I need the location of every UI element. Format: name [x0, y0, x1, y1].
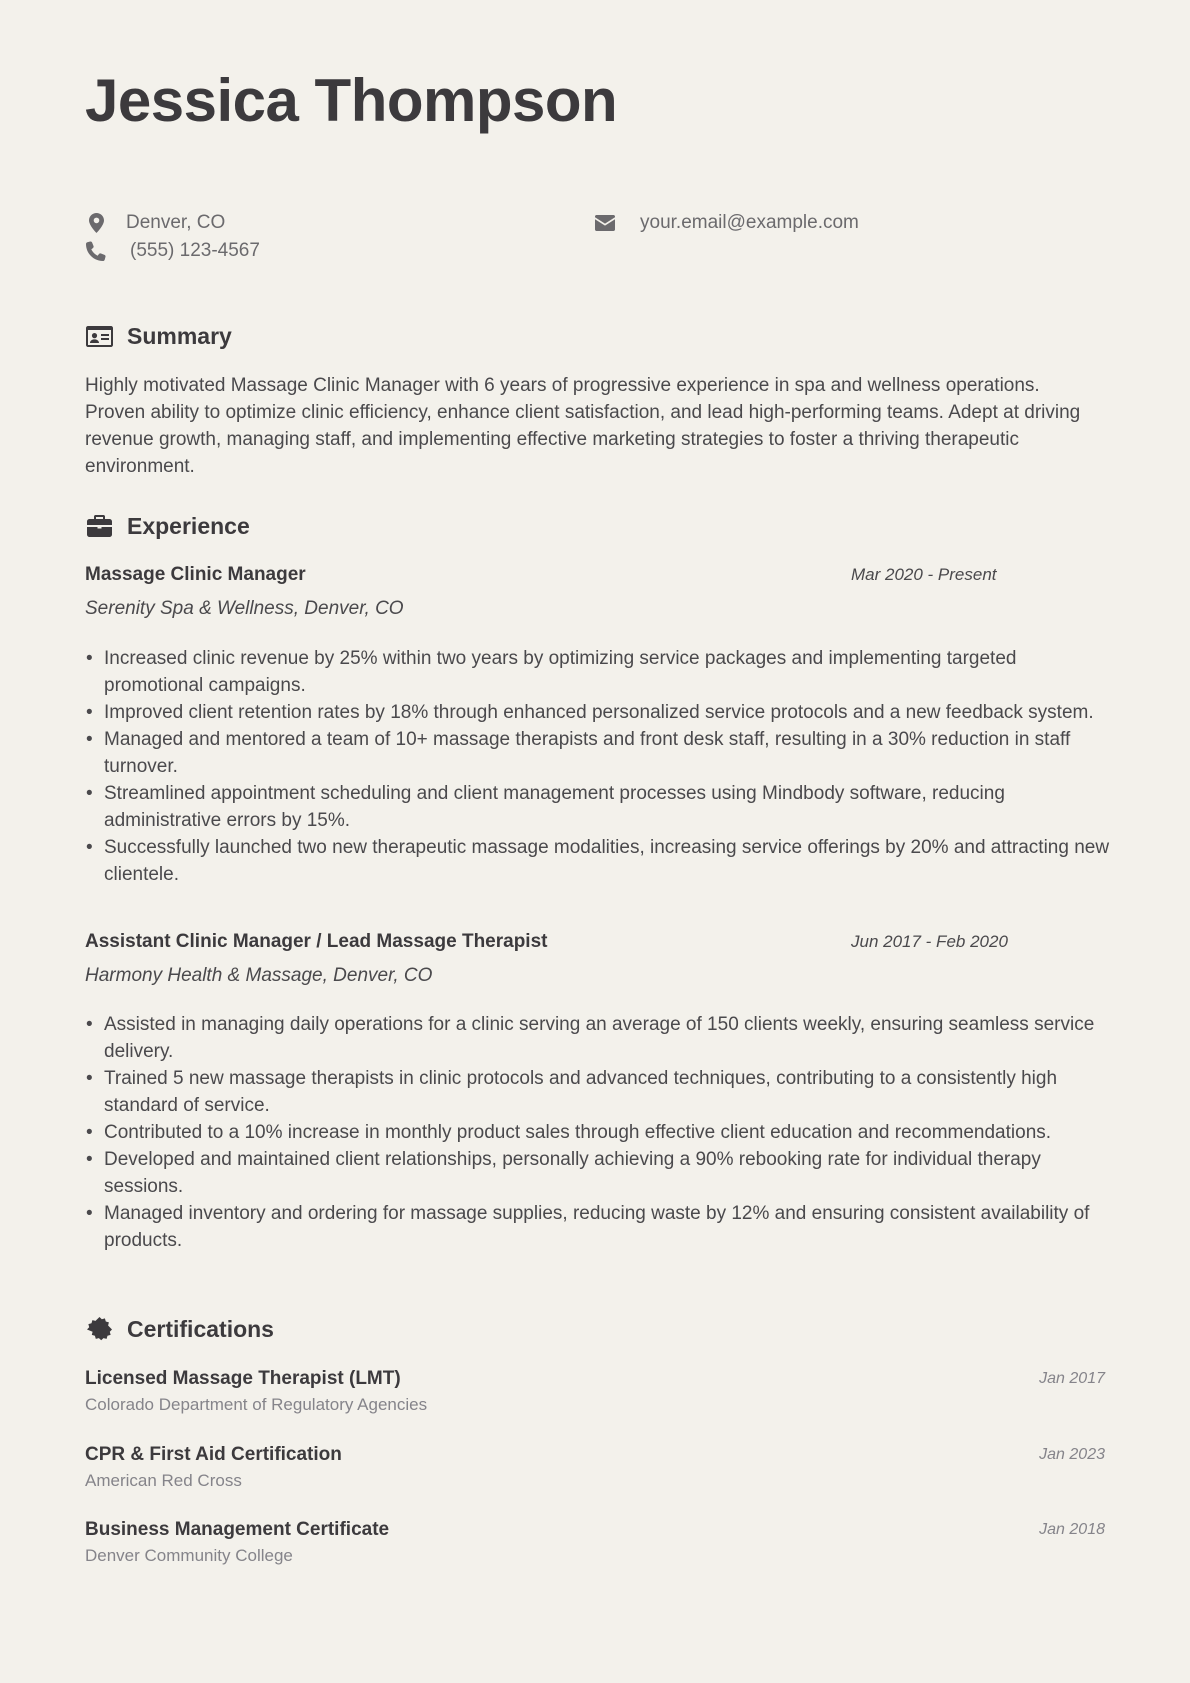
certifications-heading [85, 1315, 274, 1343]
map-marker-icon [85, 212, 107, 234]
job-dates: Mar 2020 - Present [851, 565, 997, 584]
certification-name: CPR & First Aid Certification [85, 1444, 342, 1465]
certification-issuer: Denver Community College [85, 1546, 293, 1565]
list-item: • Streamlined appointment scheduling and client management processes using Mindbody software, reducing administrative errors by 15%. [85, 780, 1110, 834]
contact-email [594, 212, 859, 234]
summary-text: Highly motivated Massage Clinic Manager with 6 years of progressive experience in spa and wellness operations. Proven ability to optimize clinic efficiency, enhance client satisfaction, and lead high-performing teams. Adept at driving revenue growth, managing staff, and implementing effective marketing strategies to foster a thriving therapeutic environment. [85, 375, 1081, 477]
certification-name: Business Management Certificate [85, 1519, 390, 1540]
certifications-title: Certifications [127, 1315, 274, 1342]
list-item: • Developed and maintained client relationships, personally achieving a 90% rebooking rate for individual therapy sessions. [85, 1146, 1110, 1200]
certification-date: Jan 2023 [1039, 1446, 1105, 1463]
job-dates: Jun 2017 - Feb 2020 [851, 932, 1008, 951]
experience-heading [85, 512, 250, 540]
list-item: • Successfully launched two new therapeutic massage modalities, increasing service offerings by 20% and attracting new clientele. [85, 834, 1110, 888]
job-bullets [85, 1011, 1110, 1254]
certification-name: Licensed Massage Therapist (LMT) [85, 1368, 401, 1389]
certificate-icon [85, 1315, 113, 1343]
list-item: • Contributed to a 10% increase in monthly product sales through effective client education and recommendations. [85, 1119, 1110, 1146]
certification-item [85, 1368, 1105, 1415]
list-item: • Trained 5 new massage therapists in clinic protocols and advanced techniques, contributing to a consistently high standard of service. [85, 1065, 1110, 1119]
job-company: Serenity Spa & Wellness, Denver, CO [85, 598, 404, 619]
list-item: • Assisted in managing daily operations for a clinic serving an average of 150 clients weekly, ensuring seamless service delivery. [85, 1011, 1110, 1065]
list-item: • Improved client retention rates by 18% through enhanced personalized service protocols and a new feedback system. [85, 699, 1110, 726]
phone-text: (555) 123-4567 [130, 240, 260, 261]
certification-item [85, 1519, 1105, 1566]
envelope-icon [594, 212, 616, 234]
certification-item [85, 1444, 1105, 1491]
briefcase-icon [85, 512, 113, 540]
list-item: • Increased clinic revenue by 25% within two years by optimizing service packages and implementing targeted promotional campaigns. [85, 645, 1110, 699]
job-title: Assistant Clinic Manager / Lead Massage Therapist [85, 931, 548, 952]
job-title: Massage Clinic Manager [85, 564, 306, 585]
experience-title: Experience [127, 512, 250, 539]
contact-phone [85, 240, 260, 262]
id-card-icon [85, 322, 113, 350]
email-text: your.email@example.com [640, 212, 859, 233]
certification-issuer: American Red Cross [85, 1471, 242, 1490]
certification-date: Jan 2017 [1039, 1370, 1105, 1387]
job-company: Harmony Health & Massage, Denver, CO [85, 965, 433, 986]
certification-issuer: Colorado Department of Regulatory Agencies [85, 1395, 428, 1414]
summary-heading [85, 322, 232, 350]
list-item: • Managed inventory and ordering for massage supplies, reducing waste by 12% and ensuring consistent availability of products. [85, 1200, 1110, 1254]
list-item: • Managed and mentored a team of 10+ massage therapists and front desk staff, resulting in a 30% reduction in staff turnover. [85, 726, 1110, 780]
phone-icon [85, 240, 107, 262]
location-text: Denver, CO [126, 212, 226, 233]
candidate-name: Jessica Thompson [85, 67, 618, 134]
job-bullets [85, 645, 1110, 888]
summary-title: Summary [127, 322, 232, 349]
contact-location [85, 212, 225, 234]
certification-date: Jan 2018 [1039, 1521, 1105, 1538]
